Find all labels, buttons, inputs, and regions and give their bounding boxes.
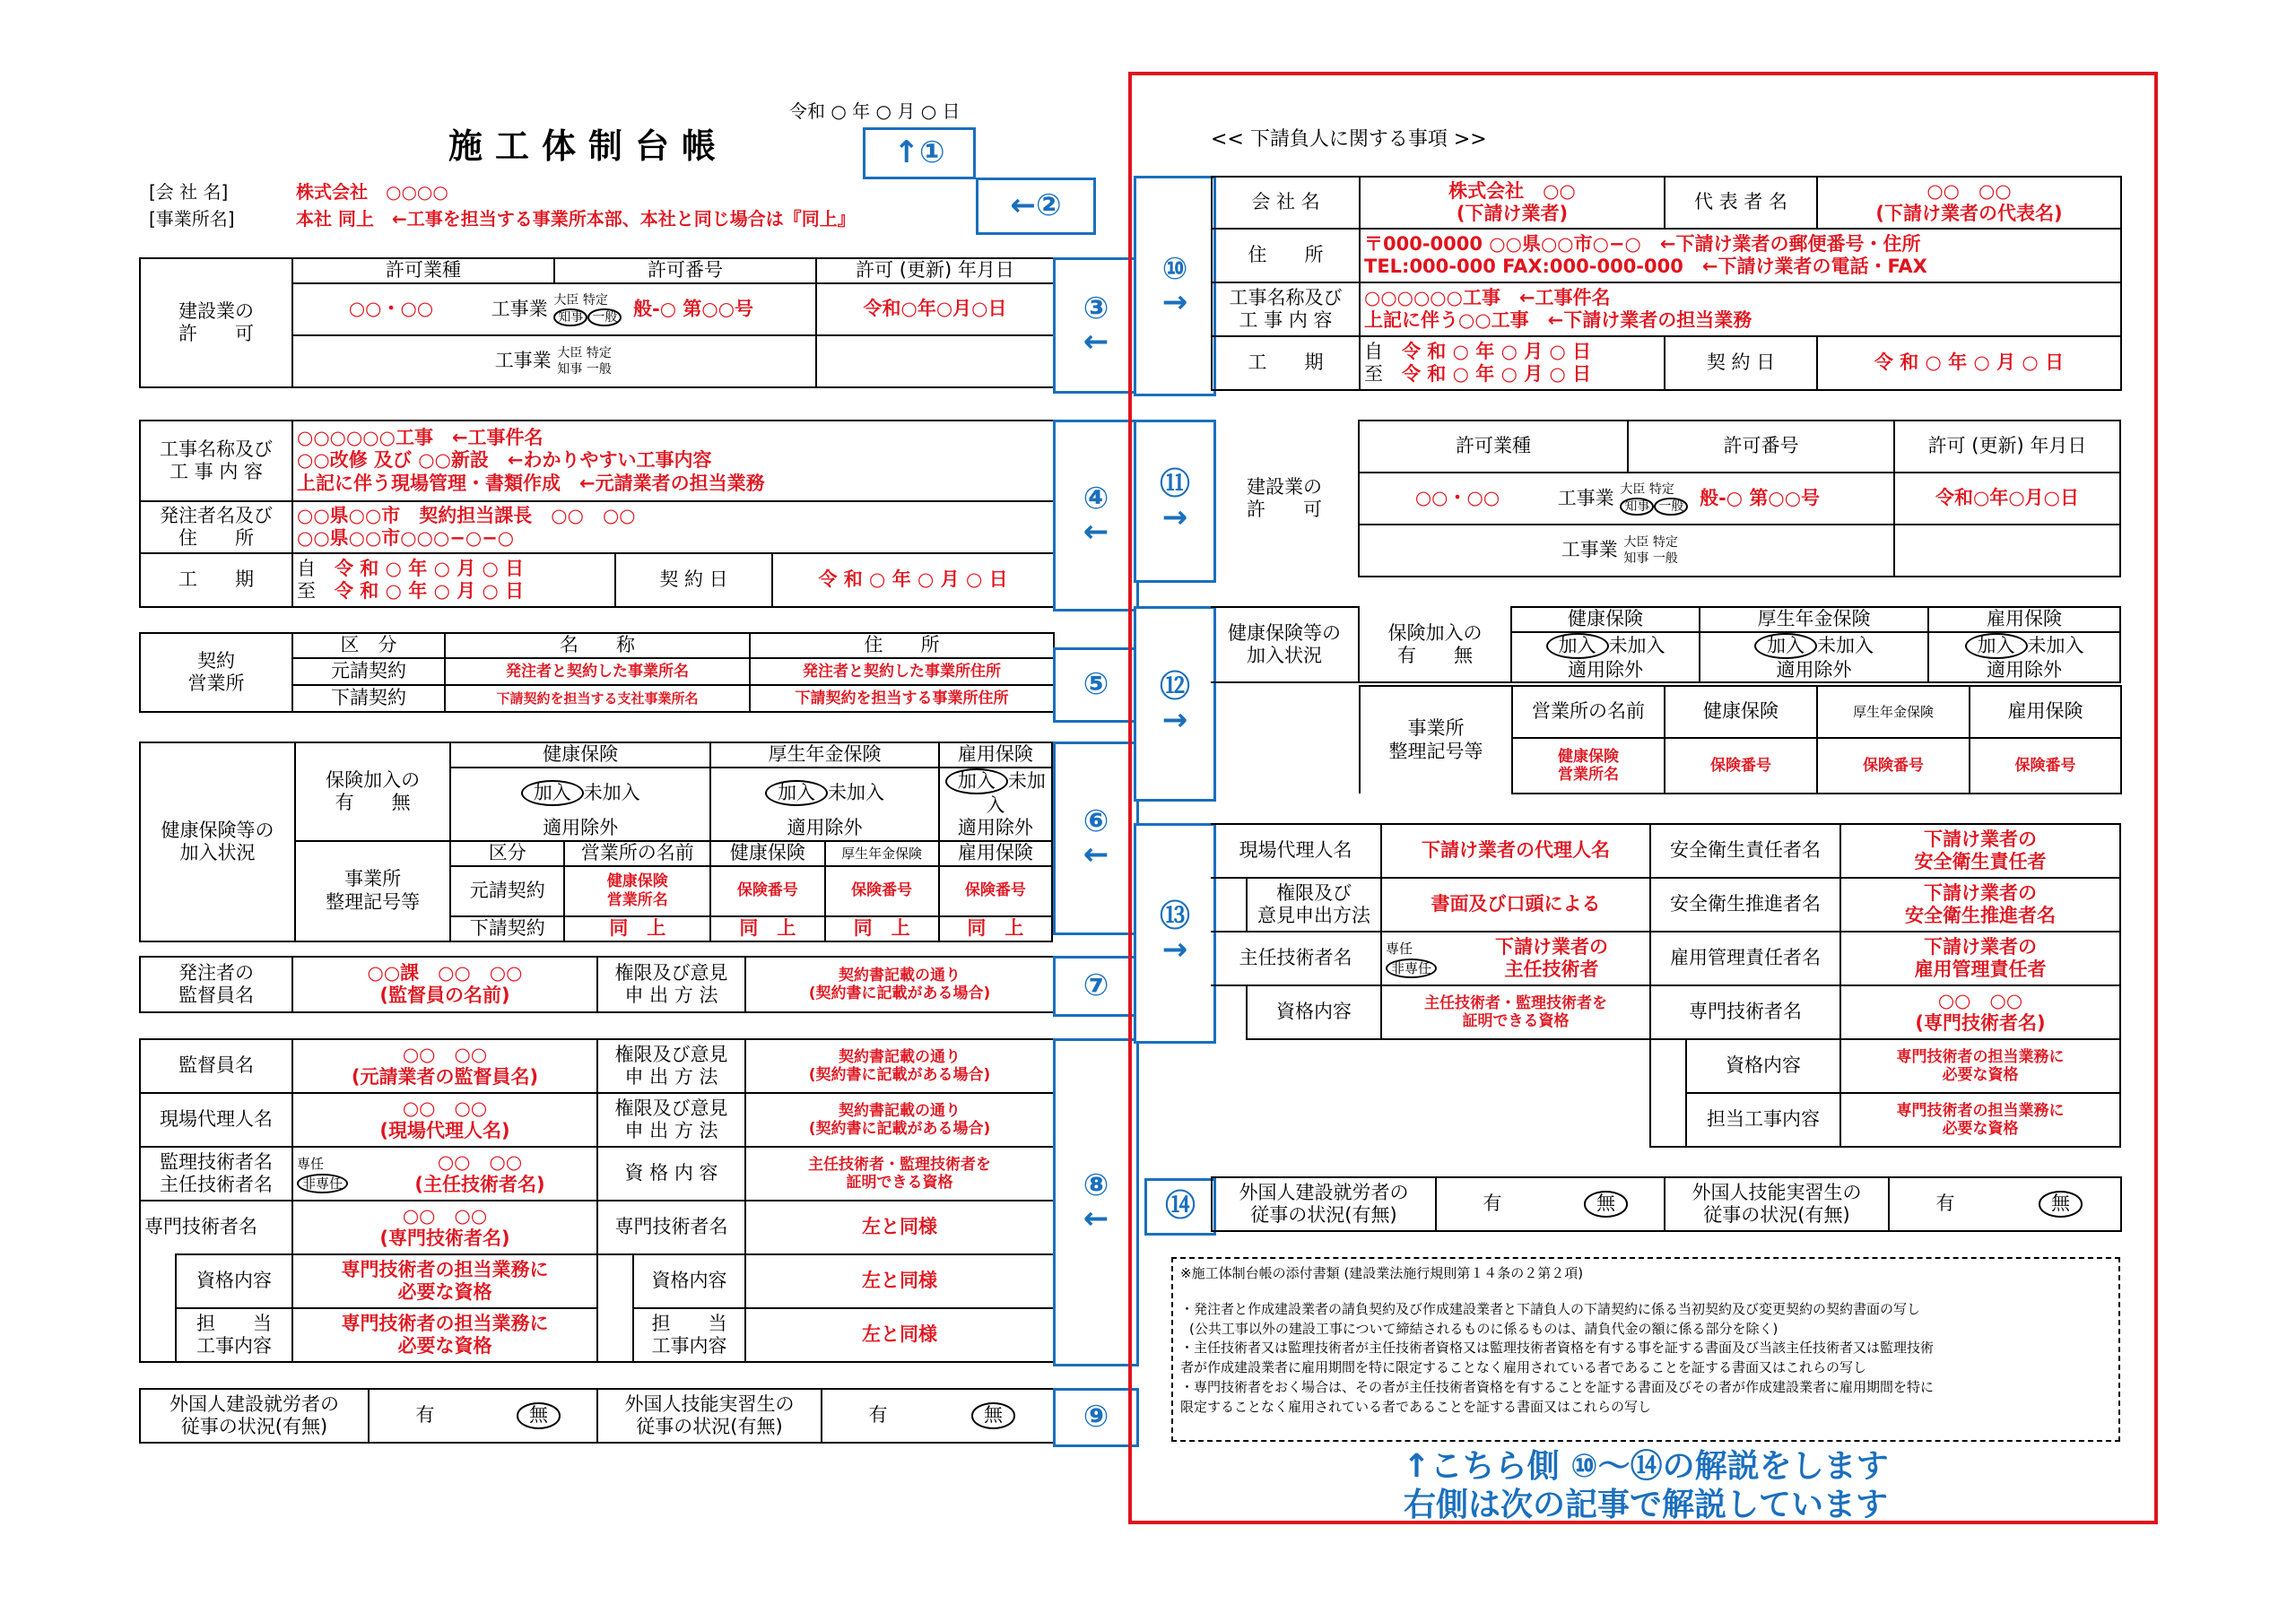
kanri-value-cell: 専任 非専任 ○○ ○○ (主任技術者名) [292,1147,597,1201]
insurance-header-office: 営業所の名前 [564,841,710,866]
notes-line: 者が作成建設業者に雇用期間を特に限定することなく雇用されている者であることを証する書面又はこれらの写し [1180,1359,1867,1375]
insurance-table [139,742,1053,942]
staff-table [139,1038,1055,1363]
foreign-worker-label: 外国人建設就労者の 従事の状況(有無) [140,1389,369,1443]
insurance-reg-label: 事業所 整理記号等 [295,841,450,941]
insurance-join-label: 保険加入の 有 無 [295,742,450,841]
marker-6: ⑥ ← [1053,742,1139,935]
senmon-right-shikaku-value: 左と同様 [745,1254,1054,1308]
insurance-shita-pension: 同 上 [825,916,939,941]
sub-auth-label: 権限及び 意見申出方法 [1247,878,1381,932]
license-table [139,257,1055,388]
insurance-header-pension: 厚生年金保険 [710,742,939,768]
office-header-address: 住 所 [750,633,1054,658]
insurance-shita-health: 同 上 [710,916,824,941]
foreign-worker-yes: 有 [369,1389,481,1443]
project-table [139,420,1055,608]
license-row-1: ○○・○○ 工事業 大臣 特定 知事 一般 般-○ 第○○号 [292,283,816,335]
genba-label: 現場代理人名 [140,1093,292,1147]
foreign-table [139,1388,1055,1444]
sub-insurance-reg-table [1359,685,2122,794]
senmon-tanto-value: 専門技術者の担当業務に 必要な資格 [292,1308,597,1362]
insurance-shita-label: 下請契約 [450,916,564,941]
office-shita-label: 下請契約 [292,685,445,712]
company-value: 株式会社 ○○○○ [296,181,448,203]
project-name-value: ○○○○○○工事 ←工事件名 ○○改修 及び ○○新設 ←わかりやすい工事内容 上記に伴う現場管理・書類作成 ←元請業者の担当業務 [292,421,1054,501]
contract-date-value: 令 和 ○ 年 ○ 月 ○ 日 [772,553,1054,607]
foreign-trainee-yes: 有 [822,1389,934,1443]
sub-tanto-value: 専門技術者の担当業務に 必要な資格 [1840,1093,2120,1147]
sub-contract-label: 契 約 日 [1665,336,1817,390]
company-label: [会 社 名] [149,181,229,203]
sub-address-value: 〒000-0000 ○○県○○市○−○ ←下請け業者の郵便番号・住所 TEL:000-000 FAX:000-000-000 ←下請け業者の電話・FAX [1360,229,2121,282]
marker-2: ←② [976,178,1096,235]
sub-insurance-header-pension-2: 厚生年金保険 [1817,686,1970,738]
page-title: 施工体制台帳 [448,126,729,166]
sub-koyou-label: 雇用管理責任者名 [1650,932,1840,985]
notes-line: ・主任技術者又は監理技術者が主任技術者資格又は監理技術者資格を有する事を証する書面及び当該主任技術者又は監理技術 [1180,1340,1935,1357]
office-table-label: 契約 営業所 [140,633,292,712]
foreign-trainee-no: 無 [934,1389,1054,1443]
insurance-header-kubun: 区分 [450,841,564,866]
insurance-header-employ-2: 雇用保険 [939,841,1052,866]
sub-insurance-header-health-2: 健康保険 [1665,686,1817,738]
sub-insurance-table [1211,606,2121,683]
insurance-header-employ: 雇用保険 [939,742,1052,768]
sub-tanto-label: 担当工事内容 [1686,1093,1840,1147]
senmon-shikaku-label: 資格内容 [176,1254,292,1308]
license-label: 建設業の 許 可 [140,258,292,387]
sub-address-label: 住 所 [1212,229,1360,282]
owner-supervisor-value: ○○課 ○○ ○○ (監督員の名前) [292,957,597,1012]
sub-contract-value: 令 和 ○ 年 ○ 月 ○ 日 [1817,336,2121,390]
sub-rep-value: ○○ ○○ (下請け業者の代表名) [1817,177,2121,229]
insurance-shita-office: 同 上 [564,916,710,941]
license-header-date: 許可 (更新) 年月日 [816,258,1054,283]
kanri-label: 監理技術者名 主任技術者名 [140,1147,292,1201]
office-value: 本社 同上 ←工事を担当する事業所本部、本社と同じ場合は『同上』 [296,208,856,230]
sub-senmon-shikaku-value: 専門技術者の担当業務に 必要な資格 [1840,1039,2120,1093]
sub-insurance-join-label: 保険加入の 有 無 [1359,607,1511,682]
sub-senmon-value: ○○ ○○ (専門技術者名) [1840,985,2120,1039]
office-header-kubun: 区 分 [292,633,445,658]
sub-insurance-pension-excluded: 適用除外 [1700,659,1928,682]
sub-license-label: 建設業の 許 可 [1211,421,1359,577]
client-value: ○○県○○市 契約担当課長 ○○ ○○ ○○県○○市○○○−○−○ [292,501,1054,553]
sub-suishin-label: 安全衛生推進者名 [1650,878,1840,932]
sub-insurance-health-status: 加入 未加入 [1511,632,1700,659]
senmon-value: ○○ ○○ (専門技術者名) [292,1201,597,1254]
insurance-shita-employ: 同 上 [939,916,1052,941]
sub-insurance-header-health: 健康保険 [1511,607,1700,632]
notes-line: ・専門技術者をおく場合は、その者が主任技術者資格を有することを証する書面及びその者が作成建設業者に雇用期間を特に [1180,1378,1935,1395]
foreign-trainee-label: 外国人技能実習生の 従事の状況(有無) [597,1389,822,1443]
notes-title: ※施工体制台帳の添付書類 (建設業法施行規則第１４条の２第２項) [1180,1265,1584,1281]
marker-9: ⑨ [1053,1388,1139,1447]
sub-insurance-employ-excluded: 適用除外 [1928,659,2120,682]
insurance-employ-excluded: 適用除外 [939,817,1052,840]
insurance-label: 健康保険等の 加入状況 [140,742,295,941]
sub-staff-table [1211,823,2121,1148]
sub-auth-value: 書面及び口頭による [1381,878,1650,932]
marker-5: ⑤ [1053,647,1139,723]
license-row-2: 工事業 大臣 特定 知事 一般 [292,335,816,387]
senmon-right-tanto-value: 左と同様 [745,1308,1054,1362]
kantoku-value: ○○ ○○ (元請業者の監督員名) [292,1039,597,1093]
sub-license-header-date: 許可 (更新) 年月日 [1894,421,2120,473]
kanri-shikaku-value: 主任技術者・監理技術者を 証明できる資格 [745,1147,1054,1201]
marker-1: ↑① [863,127,976,179]
footer-caption: ↑こちら側 ⑩〜⑭の解説をします 右側は次の記事で解説しています [1403,1448,1889,1524]
marker-8: ⑧ ← [1053,1038,1139,1366]
sub-insurance-header-employ: 雇用保険 [1928,607,2120,632]
marker-4: ④ ← [1053,420,1139,612]
owner-auth-label: 権限及び意見 申 出 方 法 [597,957,745,1012]
project-name-label: 工事名称及び 工 事 内 容 [140,421,292,501]
sub-license-row-2: 工事業 大臣 特定 知事 一般 [1359,525,1894,577]
period-value: 自 令 和 ○ 年 ○ 月 ○ 日 至 令 和 ○ 年 ○ 月 ○ 日 [292,553,615,607]
sub-insurance-pension: 保険番号 [1817,738,1970,794]
notes-line: 限定することなく雇用されている者であることを証する書面又はこれらの写し [1180,1398,1652,1415]
owner-supervisor-label: 発注者の 監督員名 [140,957,292,1012]
sub-shunin-label: 主任技術者名 [1211,932,1381,985]
sub-insurance-office: 健康保険 営業所名 [1512,738,1665,794]
office-moto-name: 発注者と契約した事業所名 [445,658,750,685]
office-shita-address: 下請契約を担当する事業所住所 [750,685,1054,712]
sub-rep-label: 代 表 者 名 [1665,177,1817,229]
sub-insurance-employ: 保険番号 [1970,738,2121,794]
sub-insurance-pension-status: 加入 未加入 [1700,632,1928,659]
genba-auth-value: 契約書記載の通り (契約書に記載がある場合) [745,1093,1054,1147]
sub-company-label: 会 社 名 [1212,177,1360,229]
sub-foreign-table [1211,1176,2122,1232]
insurance-header-pension-2: 厚生年金保険 [825,841,939,866]
sub-foreign-worker-no: 無 [1548,1177,1665,1231]
marker-7: ⑦ [1053,956,1139,1017]
sub-suishin-value: 下請け業者の 安全衛生推進者名 [1840,878,2120,932]
sub-insurance-reg-label: 事業所 整理記号等 [1360,686,1512,794]
insurance-header-health: 健康保険 [450,742,710,768]
contract-date-label: 契 約 日 [615,553,772,607]
notes-line: ・発注者と作成建設業者の請負契約及び作成建設業者と下請負人の下請契約に係る当初契約及び変更契約の契約書面の写し [1180,1300,1921,1317]
sub-foreign-trainee-label: 外国人技能実習生の 従事の状況(有無) [1665,1177,1889,1231]
senmon-right-value: 左と同様 [745,1201,1054,1254]
genba-value: ○○ ○○ (現場代理人名) [292,1093,597,1147]
sub-foreign-trainee-no: 無 [2001,1177,2121,1231]
owner-supervisor-table [139,956,1055,1013]
sub-shunin-value-cell: 専任 非専任 下請け業者の 主任技術者 [1381,932,1650,985]
senmon-right-tanto-label: 担 当 工事内容 [633,1308,745,1362]
office-moto-address: 発注者と契約した事業所住所 [750,658,1054,685]
sub-period-value: 自 令 和 ○ 年 ○ 月 ○ 日 至 令 和 ○ 年 ○ 月 ○ 日 [1360,336,1665,390]
right-heading: << 下請負人に関する事項 >> [1211,128,1487,151]
sub-work-label: 工事名称及び 工 事 内 容 [1212,282,1360,336]
attachment-notes [1171,1257,2120,1442]
insurance-header-health-2: 健康保険 [710,841,824,866]
sub-genba-value: 下請け業者の代理人名 [1381,824,1650,878]
genba-auth-label: 権限及び意見 申 出 方 法 [597,1093,745,1147]
sub-shikaku-value: 主任技術者・監理技術者を 証明できる資格 [1381,985,1650,1039]
license-header-number: 許可番号 [554,258,816,283]
sub-foreign-worker-yes: 有 [1436,1177,1548,1231]
insurance-moto-health: 保険番号 [710,866,824,916]
office-shita-name: 下請契約を担当する支社事業所名 [445,685,750,712]
senmon-right-shikaku-label: 資格内容 [633,1254,745,1308]
sub-license-table [1211,420,2121,577]
kantoku-label: 監督員名 [140,1039,292,1093]
office-header-name: 名 称 [445,633,750,658]
marker-3: ③ ← [1053,257,1139,394]
marker-14: ⑭ [1144,1178,1216,1236]
sub-foreign-trainee-yes: 有 [1889,1177,2001,1231]
sub-license-header-number: 許可番号 [1628,421,1894,473]
insurance-employ-status: 加入 未加入 [939,768,1052,817]
sub-license-date: 令和○年○月○日 [1894,473,2120,525]
marker-12: ⑫ → [1134,606,1216,802]
period-label: 工 期 [140,553,292,607]
sub-insurance-header-pension: 厚生年金保険 [1700,607,1928,632]
sub-insurance-label: 健康保険等の 加入状況 [1211,607,1359,682]
sub-license-header-type: 許可業種 [1359,421,1628,473]
foreign-worker-no: 無 [481,1389,597,1443]
sub-genba-label: 現場代理人名 [1211,824,1381,878]
sub-insurance-health: 保険番号 [1665,738,1817,794]
insurance-moto-label: 元請契約 [450,866,564,916]
license-header-type: 許可業種 [292,258,554,283]
sub-senmon-shikaku-label: 資格内容 [1686,1039,1840,1093]
insurance-pension-status: 加入 未加入 [710,768,939,817]
date-line: 令和 ○ 年 ○ 月 ○ 日 [789,100,961,122]
marker-11: ⑪ → [1134,420,1216,583]
office-label: [事業所名] [149,208,235,230]
senmon-shikaku-value: 専門技術者の担当業務に 必要な資格 [292,1254,597,1308]
insurance-moto-employ: 保険番号 [939,866,1052,916]
marker-10: ⑩ → [1134,176,1216,396]
sub-insurance-health-excluded: 適用除外 [1511,659,1700,682]
kanri-shikaku-label: 資 格 内 容 [597,1147,745,1201]
sub-insurance-employ-status: 加入 未加入 [1928,632,2120,659]
license-date: 令和○年○月○日 [816,283,1054,335]
insurance-moto-office: 健康保険 営業所名 [564,866,710,916]
notes-line: (公共工事以外の建設工事について締結されるものに係るものは、請負代金の額に係る部分を除く) [1189,1320,1779,1337]
insurance-health-excluded: 適用除外 [450,817,710,840]
senmon-tanto-label: 担 当 工事内容 [176,1308,292,1362]
marker-13: ⑬ → [1134,823,1216,1044]
insurance-pension-excluded: 適用除外 [710,817,939,840]
owner-auth-value: 契約書記載の通り (契約書に記載がある場合) [745,957,1054,1012]
sub-license-row-1: ○○・○○ 工事業 大臣 特定 知事 一般 般-○ 第○○号 [1359,473,1894,525]
insurance-moto-pension: 保険番号 [825,866,939,916]
sub-shikaku-label: 資格内容 [1247,985,1381,1039]
senmon-label-right: 専門技術者名 [597,1201,745,1254]
sub-foreign-worker-label: 外国人建設就労者の 従事の状況(有無) [1212,1177,1436,1231]
sub-period-label: 工 期 [1212,336,1360,390]
sub-insurance-header-employ-2: 雇用保険 [1970,686,2121,738]
office-moto-label: 元請契約 [292,658,445,685]
sub-eisei-value: 下請け業者の 安全衛生責任者 [1840,824,2120,878]
sub-contractor-table [1211,176,2122,391]
insurance-health-status: 加入 未加入 [450,768,710,817]
sub-eisei-label: 安全衛生責任者名 [1650,824,1840,878]
license-number: 般-○ 第○○号 [633,298,754,319]
sub-koyou-value: 下請け業者の 雇用管理責任者 [1840,932,2120,985]
sub-insurance-header-office: 営業所の名前 [1512,686,1665,738]
senmon-label: 専門技術者名 [140,1201,292,1254]
office-table [139,632,1055,713]
kantoku-auth-value: 契約書記載の通り (契約書に記載がある場合) [745,1039,1054,1093]
sub-senmon-label: 専門技術者名 [1650,985,1840,1039]
kantoku-auth-label: 権限及び意見 申 出 方 法 [597,1039,745,1093]
sub-company-value: 株式会社 ○○ (下請け業者) [1360,177,1665,229]
sub-work-value: ○○○○○○工事 ←工事件名 上記に伴う○○工事 ←下請け業者の担当業務 [1360,282,2121,336]
client-label: 発注者名及び 住 所 [140,501,292,553]
